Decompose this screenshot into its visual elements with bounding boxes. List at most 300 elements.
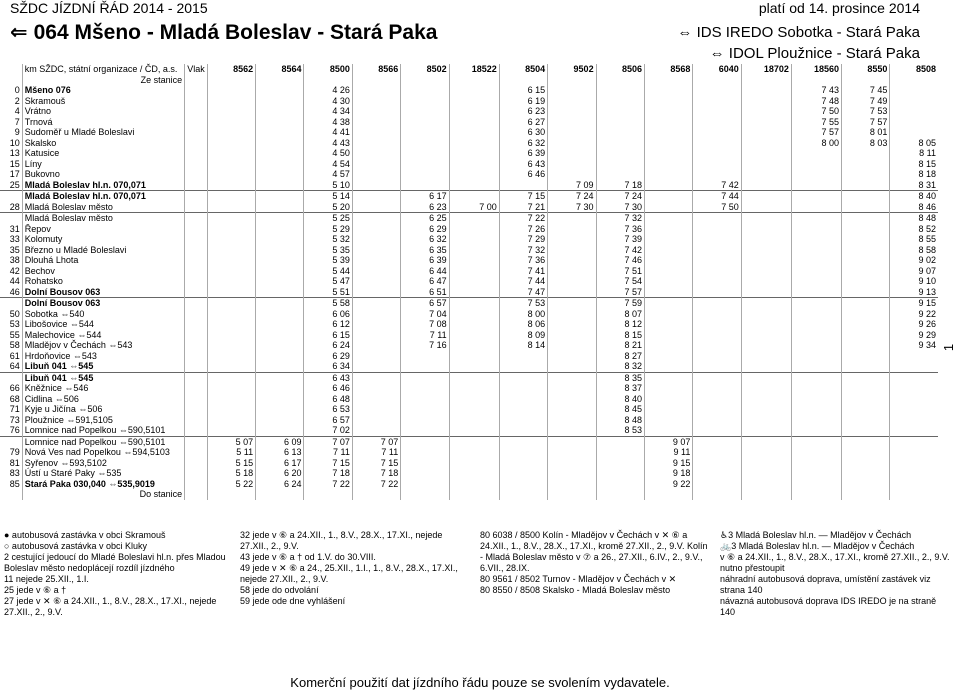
departure-time [449,458,499,469]
departure-time: 6 47 [401,276,449,287]
departure-time: 8 32 [596,361,644,372]
departure-time: 7 11 [304,447,352,458]
departure-time [352,224,400,235]
train-number: 8508 [890,64,938,75]
departure-time [842,234,890,245]
departure-time [890,117,938,128]
departure-time: 7 26 [499,224,547,235]
departure-time [842,224,890,235]
departure-time: 8 15 [890,159,938,170]
departure-time [890,425,938,436]
departure-time: 5 51 [304,287,352,298]
departure-time: 9 02 [890,255,938,266]
departure-time [644,224,692,235]
departure-time: 5 14 [304,191,352,202]
departure-time: 6 43 [304,372,352,383]
departure-time [401,148,449,159]
departure-time [548,287,596,298]
departure-time [693,106,741,117]
departure-time [207,361,255,372]
departure-time: 9 22 [890,309,938,320]
station-name: Syřenov ⇔593,5102 [22,458,184,469]
station-name: Katusice [22,148,184,159]
departure-time [401,372,449,383]
departure-time [791,159,841,170]
station-name: Líny [22,159,184,170]
departure-time [449,191,499,202]
departure-time [693,213,741,224]
departure-time [548,447,596,458]
departure-time: 9 07 [890,266,938,277]
departure-time [449,404,499,415]
departure-time [548,458,596,469]
departure-time [256,159,304,170]
departure-time: 6 12 [304,319,352,330]
legend-item: 49 jede v ✕ ⑥ a 24., 25.XII., 1.I., 1., 8.V., 28.X., 17.XI., nejede 27.XII., 2., 9.V. [240,563,458,584]
departure-time [256,319,304,330]
departure-time: 8 53 [596,425,644,436]
departure-time [791,309,841,320]
departure-time: 7 47 [499,287,547,298]
departure-time: 6 24 [304,340,352,351]
timetable-row [0,85,938,96]
departure-time [693,404,741,415]
departure-time [741,394,791,405]
km: 46 [9,286,20,297]
departure-time [256,330,304,341]
legend-item: 43 jede v ⑥ a † od 1.V. do 30.VIII. [240,552,376,562]
station-name: Malechovice ⇔544 [22,330,184,341]
departure-time [741,447,791,458]
departure-time [449,394,499,405]
station-name: Skramouš [22,96,184,107]
departure-time: 8 21 [596,340,644,351]
departure-time [548,351,596,362]
departure-time [352,245,400,256]
departure-time [890,361,938,372]
departure-time: 8 58 [890,245,938,256]
departure-time [548,169,596,180]
departure-time [791,224,841,235]
operator-label: km SŽDC, státní organizace / ČD, a.s. [22,64,184,75]
page-number: 1 [940,343,956,352]
departure-time [401,468,449,479]
departure-time: 6 23 [499,106,547,117]
departure-time [449,436,499,447]
departure-time: 6 57 [304,415,352,426]
departure-time: 7 07 [352,436,400,447]
timetable-row [0,148,938,159]
timetable-row [0,361,938,372]
departure-time [596,458,644,469]
legend-column-4 [720,530,950,618]
departure-time: 6 19 [499,96,547,107]
legend-item: ● autobusová zastávka v obci Skramouš [4,530,166,540]
station-name: Cidlina ⇔506 [22,394,184,405]
timetable-row [0,404,938,415]
departure-time [449,479,499,490]
departure-time [499,404,547,415]
departure-time [256,404,304,415]
departure-time [256,106,304,117]
departure-time [842,425,890,436]
from-label: Ze stanice [22,75,184,86]
validity-date: platí od 14. prosince 2014 [758,0,920,16]
departure-time [499,425,547,436]
departure-time [352,106,400,117]
legend-item: v ⑥ a 24.XII., 1., 8.V., 28.X., 17.XI., kromě 27.XII., 2., 9.V. nutno přestoupit [720,552,950,573]
vlak-label: Vlak [185,64,208,75]
legend-item: 🚲3 Mladá Boleslav hl.n. — Mladějov v Čechách [720,541,915,551]
departure-time [842,159,890,170]
departure-time [693,255,741,266]
station-name: Lomnice nad Popelkou ⇔590,5101 [22,436,184,447]
timetable-row [0,213,938,224]
departure-time: 7 46 [596,255,644,266]
departure-time [401,117,449,128]
legend-item: 58 jede do odvolání [240,585,319,595]
departure-time [791,266,841,277]
departure-time [791,447,841,458]
departure-time [791,298,841,309]
departure-time: 5 10 [304,180,352,191]
departure-time [449,159,499,170]
station-name: Sudoměř u Mladé Boleslavi [22,127,184,138]
departure-time [741,276,791,287]
departure-time [352,159,400,170]
departure-time: 6 39 [499,148,547,159]
station-name: Skalsko [22,138,184,149]
departure-time: 7 29 [499,234,547,245]
departure-time [842,468,890,479]
legend-item: 27 jede v ✕ ⑥ a 24.XII., 1., 8.V., 28.X., 17.XI., nejede 27.XII., 2., 9.V. [4,596,217,617]
departure-time [842,372,890,383]
departure-time: 6 57 [401,298,449,309]
departure-time [256,224,304,235]
departure-time: 7 32 [596,213,644,224]
departure-time: 7 18 [304,468,352,479]
timetable-header: SŽDC JÍZDNÍ ŘÁD 2014 - 2015 [10,0,208,16]
departure-time [207,117,255,128]
station-name: Libošovice ⇔544 [22,319,184,330]
departure-time [693,266,741,277]
departure-time: 6 48 [304,394,352,405]
departure-time: 7 15 [304,458,352,469]
departure-time [791,458,841,469]
timetable [0,64,938,500]
departure-time [644,117,692,128]
departure-time [741,404,791,415]
km: 53 [9,319,20,329]
km: 28 [9,201,20,212]
departure-time [207,159,255,170]
departure-time: 7 30 [596,202,644,213]
km: 42 [9,265,20,276]
departure-time: 5 20 [304,202,352,213]
departure-time: 7 45 [842,85,890,96]
station-name: Hrdoňovice ⇔543 [22,351,184,362]
departure-time [548,255,596,266]
departure-time [449,309,499,320]
departure-time: 7 15 [352,458,400,469]
departure-time [791,404,841,415]
timetable-row [0,202,938,213]
departure-time: 6 27 [499,117,547,128]
station-name: Mladějov v Čechách ⇔543 [22,340,184,351]
station-name: Ústí u Staré Paky ⇔535 [22,468,184,479]
departure-time [791,415,841,426]
departure-time: 6 53 [304,404,352,415]
km: 17 [9,169,20,179]
departure-time: 8 46 [890,202,938,213]
departure-time [256,117,304,128]
departure-time [548,245,596,256]
km: 79 [9,447,20,457]
departure-time [741,468,791,479]
departure-time [596,159,644,170]
departure-time [741,117,791,128]
departure-time [644,159,692,170]
departure-time [207,372,255,383]
timetable-row [0,340,938,351]
departure-time [791,245,841,256]
departure-time: 6 09 [256,436,304,447]
timetable-row [0,191,938,202]
departure-time [449,468,499,479]
departure-time: 6 44 [401,266,449,277]
km: 33 [9,234,20,244]
departure-time [256,191,304,202]
departure-time [644,425,692,436]
departure-time [644,340,692,351]
station-name: Bechov [22,266,184,277]
departure-time [449,383,499,394]
departure-time [352,180,400,191]
departure-time: 8 52 [890,224,938,235]
departure-time [401,127,449,138]
route-arrow-icon: ⇐ [10,21,28,44]
departure-time [596,138,644,149]
departure-time [207,106,255,117]
departure-time [693,425,741,436]
departure-time [548,394,596,405]
departure-time [741,148,791,159]
departure-time: 9 13 [890,287,938,298]
departure-time [842,276,890,287]
departure-time [741,372,791,383]
departure-time [352,415,400,426]
departure-time [693,383,741,394]
departure-time [842,404,890,415]
departure-time: 7 48 [791,96,841,107]
departure-time [596,117,644,128]
km: 61 [9,350,20,361]
departure-time [207,415,255,426]
departure-time: 6 25 [401,213,449,224]
departure-time [548,340,596,351]
departure-time [401,138,449,149]
departure-time [791,425,841,436]
departure-time: 8 09 [499,330,547,341]
timetable-row [0,266,938,277]
departure-time [890,458,938,469]
train-number: 8502 [401,64,449,75]
departure-time: 6 32 [499,138,547,149]
km: 76 [9,425,20,435]
departure-time [693,287,741,298]
departure-time [548,361,596,372]
departure-time [693,85,741,96]
departure-time [207,213,255,224]
departure-time: 9 26 [890,319,938,330]
departure-time [449,372,499,383]
timetable-row [0,159,938,170]
departure-time [449,148,499,159]
station-name: Libuň 041 ⇔545 [22,372,184,383]
timetable-row [0,447,938,458]
km: 66 [9,383,20,393]
departure-time [352,148,400,159]
departure-time: 6 29 [304,351,352,362]
km: 64 [9,361,20,371]
departure-time [449,169,499,180]
departure-time [693,372,741,383]
departure-time [449,266,499,277]
departure-time [256,425,304,436]
departure-time [890,96,938,107]
departure-time [401,479,449,490]
departure-time [499,351,547,362]
departure-time [842,447,890,458]
departure-time: 9 34 [890,340,938,351]
km [0,213,22,224]
departure-time [499,383,547,394]
km [0,191,22,202]
timetable-row [0,330,938,341]
departure-time [352,191,400,202]
departure-time [499,361,547,372]
departure-time [401,394,449,405]
departure-time [207,138,255,149]
departure-time [842,436,890,447]
station-name: Mšeno 076 [22,85,184,96]
train-number: 8564 [256,64,304,75]
departure-time [449,117,499,128]
km: 2 [14,95,20,106]
departure-time [644,148,692,159]
departure-time [842,202,890,213]
departure-time [596,468,644,479]
departure-time: 7 42 [596,245,644,256]
departure-time [644,394,692,405]
departure-time [256,255,304,266]
legend-item: ♿3 Mladá Boleslav hl.n. — Mladějov v Čechách [720,530,912,540]
departure-time: 7 41 [499,266,547,277]
departure-time [548,425,596,436]
departure-time: 8 37 [596,383,644,394]
departure-time [644,169,692,180]
departure-time [256,96,304,107]
train-number: 9502 [548,64,596,75]
departure-time [596,96,644,107]
station-name: Kněžnice ⇔546 [22,383,184,394]
departure-time [207,340,255,351]
departure-time: 7 08 [401,319,449,330]
departure-time [401,169,449,180]
departure-time [401,361,449,372]
departure-time [499,479,547,490]
departure-time [401,180,449,191]
departure-time [256,415,304,426]
departure-time: 4 34 [304,106,352,117]
timetable-row [0,234,938,245]
departure-time [644,266,692,277]
departure-time [596,148,644,159]
departure-time [449,213,499,224]
departure-time: 5 58 [304,298,352,309]
departure-time [741,351,791,362]
departure-time [449,415,499,426]
station-name: Vrátno [22,106,184,117]
departure-time [207,245,255,256]
departure-time [890,479,938,490]
departure-time [596,436,644,447]
legend-item: 11 nejede 25.XII., 1.I. [4,574,89,584]
departure-time: 5 25 [304,213,352,224]
departure-time: 6 39 [401,255,449,266]
departure-time [352,96,400,107]
station-name: Stará Paka 030,040 ⇔535,9019 [22,479,184,490]
departure-time [352,266,400,277]
departure-time: 6 35 [401,245,449,256]
legend-item: náhradní autobusová doprava, umístění zastávek viz strana 140 [720,574,931,595]
departure-time: 7 11 [401,330,449,341]
departure-time [693,415,741,426]
departure-time [693,340,741,351]
train-number: 8506 [596,64,644,75]
legend-column-1 [4,530,234,618]
departure-time: 7 18 [596,180,644,191]
timetable-row [0,436,938,447]
km: 35 [9,244,20,255]
departure-time [256,180,304,191]
departure-time [644,404,692,415]
departure-time [741,266,791,277]
departure-time [352,127,400,138]
station-name: Trnová [22,117,184,128]
departure-time [842,330,890,341]
departure-time [352,309,400,320]
departure-time: 9 22 [644,479,692,490]
departure-time: 6 20 [256,468,304,479]
km: 31 [9,223,20,234]
departure-time [449,234,499,245]
departure-time [693,298,741,309]
departure-time: 7 22 [304,479,352,490]
departure-time [548,404,596,415]
departure-time [890,127,938,138]
departure-time [644,330,692,341]
legend-item: 80 9561 / 8502 Turnov - Mladějov v Čechách v ✕ [480,574,677,584]
departure-time [693,148,741,159]
departure-time: 5 47 [304,276,352,287]
departure-time [791,383,841,394]
departure-time [644,372,692,383]
departure-time [741,180,791,191]
departure-time [693,479,741,490]
departure-time [791,276,841,287]
departure-time: 5 29 [304,224,352,235]
